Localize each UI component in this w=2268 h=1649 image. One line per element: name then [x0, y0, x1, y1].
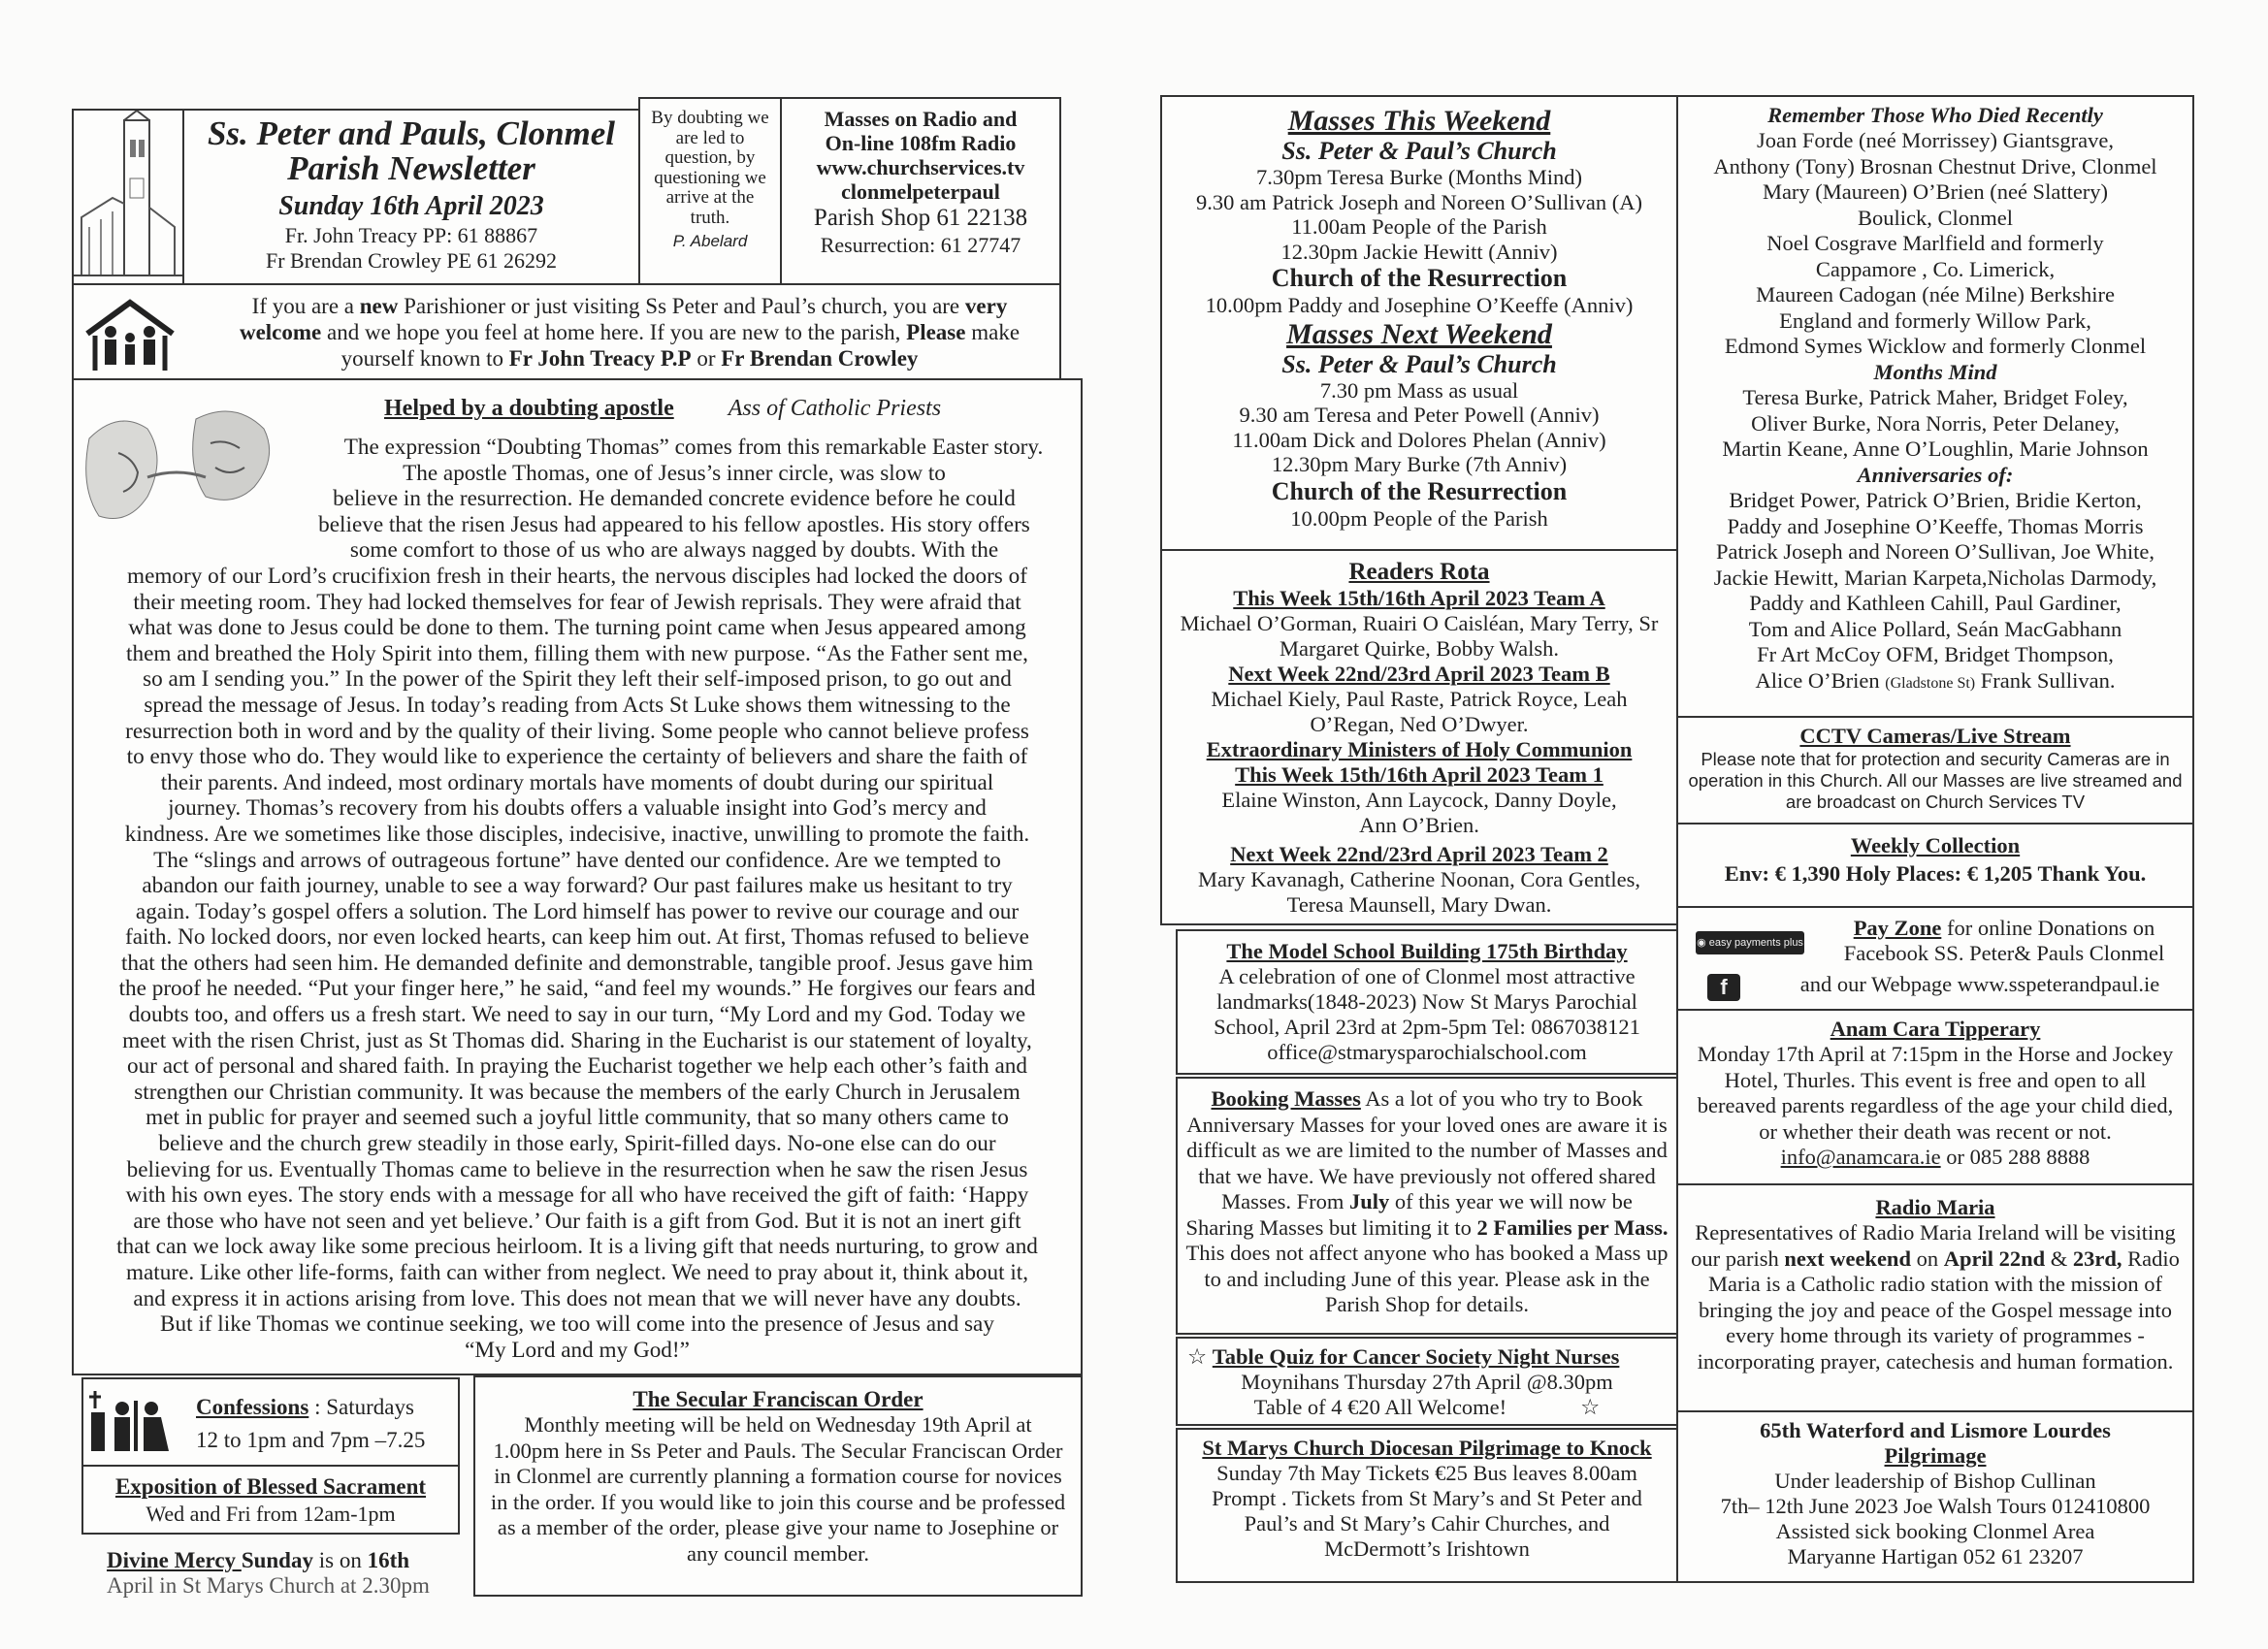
cctv-title: CCTV Cameras/Live Stream	[1799, 724, 2071, 748]
anniversary-item: Tom and Alice Pollard, Seán MacGabhann	[1748, 616, 2122, 641]
masses-weekend-church1: Ss. Peter & Paul’s Church	[1281, 137, 1557, 165]
facebook-icon[interactable]: f	[1707, 974, 1740, 1001]
cctv-body: Please note that for protection and security Cameras are in operation in this Church. All our Masses are live streamed and are broadcast on Church Services TV	[1688, 749, 2183, 812]
mass-item: 11.00am Dick and Dolores Phelan (Anniv)	[1232, 427, 1606, 452]
months-mind-item: Oliver Burke, Nora Norris, Peter Delaney,	[1751, 410, 2120, 436]
article-line: The “slings and arrows of outrageous fortune” have dented our confidence. Are we tempted to	[153, 847, 1001, 873]
article-line: meet with the risen Christ, just as St Thomas did. Sharing in the Eucharist is our statement of loyalty,	[122, 1027, 1032, 1053]
collection-title: Weekly Collection	[1850, 833, 2021, 857]
franciscan-body: Monthly meeting will be held on Wednesday 19th April at 1.00pm here in Ss Peter and Pauls. The Secular Franciscan Order in Clonmel are currently planning a formation course for novices in the order. If you would like to join this course and be professed as a member of the order, please give your name to Josephine or any council member.	[490, 1412, 1066, 1566]
confessions-times: 12 to 1pm and 7pm –7.25	[196, 1428, 426, 1452]
parish-shop-phone: Parish Shop 61 22138	[813, 205, 1028, 231]
lourdes-title-1: 65th Waterford and Lismore Lourdes	[1760, 1418, 2111, 1442]
article-line: to envy those who do. They would like to experience the certainty of believers and share the faith of	[126, 744, 1028, 770]
masses-next-church2: Church of the Resurrection	[1271, 476, 1568, 505]
months-mind-item: Martin Keane, Anne O’Loughlin, Marie Johnson	[1722, 436, 2149, 461]
lourdes-line: Assisted sick booking Clonmel Area	[1775, 1519, 2095, 1543]
readers-title: Readers Rota	[1348, 559, 1490, 585]
church-services-link[interactable]: www.churchservices.tv	[816, 155, 1025, 179]
quiz-box	[1176, 1337, 1678, 1426]
article-box	[72, 378, 1083, 1375]
exposition-times: Wed and Fri from 12am-1pm	[146, 1502, 396, 1526]
remember-item: Noel Cosgrave Marlfield and formerly	[1766, 231, 2104, 255]
lourdes-line: Maryanne Hartigan 052 61 23207	[1787, 1544, 2084, 1568]
article-line: abandon our faith journey, unable to see a way forward? Our past failures make us hesitant to try	[142, 873, 1013, 899]
mass-item: 9.30 am Teresa and Peter Powell (Anniv)	[1239, 403, 1600, 427]
mass-item: 9.30 am Patrick Joseph and Noreen O’Sullivan (A)	[1196, 189, 1642, 214]
welcome-box	[72, 283, 1061, 380]
priest-2: Fr Brendan Crowley PE 61 26292	[265, 248, 558, 273]
remember-item: Mary (Maureen) O’Brien (neé Slattery)	[1762, 179, 2109, 204]
em-week2-names: Mary Kavanagh, Catherine Noonan, Cora Gentles, Teresa Maunsell, Mary Dwan.	[1197, 867, 1641, 917]
article-line: kindness. Are we sometimes like those disciples, indecisive, inactive, unwilling to promote the faith.	[124, 821, 1030, 847]
radio-maria-box	[1676, 1183, 2194, 1412]
collection-box	[1676, 823, 2194, 908]
remember-item: Anthony (Tony) Brosnan Chestnut Drive, Clonmel	[1713, 153, 2157, 178]
model-school-title: The Model School Building 175th Birthday	[1226, 939, 1628, 963]
article-line: The apostle Thomas, one of Jesus’s inner circle, was slow to	[403, 460, 946, 486]
article-line: The expression “Doubting Thomas” comes from this remarkable Easter story.	[343, 435, 1044, 460]
article-line: the proof he needed. “Put your finger here,” he said, “and feel my wounds.” He forgives our fears and	[118, 976, 1036, 1002]
divine-mercy-line2: April in St Marys Church at 2.30pm	[107, 1573, 430, 1598]
anam-cara-body: Monday 17th April at 7:15pm in the Horse and Jockey Hotel, Thurles. This event is free and open to all bereaved parents regardless of the age your child died, or whether their death was recent or not. info@anamcara.ie or 085 288 8888	[1697, 1042, 2174, 1169]
remember-item: Joan Forde (neé Morrissey) Giantsgrave,	[1756, 128, 2115, 152]
cctv-box	[1676, 716, 2194, 824]
article-line: resurrection both in word and by the quality of their living. Some people who cannot believe profess	[125, 718, 1029, 744]
remember-item: Cappamore , Co. Limerick,	[1815, 256, 2056, 281]
article-line: memory of our Lord’s crucifixion fresh in their hearts, the nervous disciples had locked the doors of	[127, 563, 1027, 589]
anniversary-item: Paddy and Josephine O’Keeffe, Thomas Morris	[1727, 513, 2144, 538]
remember-box	[1676, 95, 2194, 718]
article-line: met in public for prayer and seemed such a joyful little community, that so many others came to	[146, 1105, 1009, 1131]
lourdes-box	[1676, 1410, 2194, 1583]
lourdes-line: 7th– 12th June 2023 Joe Walsh Tours 012410800	[1720, 1494, 2151, 1518]
exposition-box	[81, 1465, 460, 1535]
star-icon: ☆	[1580, 1395, 1601, 1419]
church-icon	[74, 111, 182, 283]
article-line: strengthen our Christian community. It was because the members of the early Church in Jerusalem	[134, 1079, 1021, 1105]
anniversary-item: Bridget Power, Patrick O’Brien, Bridie Kerton,	[1729, 488, 2142, 512]
readers-week2-title: Next Week 22nd/23rd April 2023 Team B	[1228, 662, 1610, 686]
article-line: believe in the resurrection. He demanded concrete evidence before he could	[333, 486, 1016, 512]
lourdes-title-2: Pilgrimage	[1884, 1443, 1987, 1468]
readers-week1-title: This Week 15th/16th April 2023 Team A	[1233, 586, 1605, 610]
em-week1-names: Elaine Winston, Ann Laycock, Danny Doyle, Ann O’Brien.	[1221, 788, 1617, 837]
remember-title: Remember Those Who Died Recently	[1767, 103, 2103, 127]
article-line: But if like Thomas we continue seeking, we too will come into the presence of Jesus and say	[160, 1311, 994, 1338]
article-line: with his own eyes. The story ends with a message for all who have received the gift of faith: ‘Happy	[125, 1182, 1029, 1209]
knock-body: Sunday 7th May Tickets €25 Bus leaves 8.00am Prompt . Tickets from St Mary’s and St Peter and Paul’s and St Mary’s Cahir Churches, and McDermott’s Irishtown	[1212, 1461, 1642, 1561]
knock-box	[1176, 1428, 1678, 1583]
radio-maria-title: Radio Maria	[1875, 1195, 1995, 1219]
article-line: believing for us. Eventually Thomas came to believe in the resurrection when he saw the risen Jesus	[126, 1156, 1028, 1182]
em-week1-title: This Week 15th/16th April 2023 Team 1	[1235, 762, 1604, 787]
mass-item: 7.30pm Teresa Burke (Months Mind)	[1255, 165, 1583, 189]
easy-payments-badge[interactable]: ◉ easy payments plus	[1696, 931, 1804, 954]
payment-icon: ◉	[1697, 937, 1709, 949]
article-line: again. Today’s gospel offers a solution. The Lord himself has power to revive our courage and our	[135, 898, 1020, 924]
booking-text: Booking Masses As a lot of you who try to Book Anniversary Masses for your loved ones are aware it is difficult as we are limited to the number of Masses and that we have. We have previously not offered shared Masses. From July of this year we will now be Sharing Masses but limiting it to 2 Families per Mass. This does not affect anyone who has booked a Mass up to and including June of this year. Please ask in the Parish Shop for details.	[1185, 1086, 1669, 1316]
anam-cara-box	[1676, 1009, 2194, 1185]
divine-mercy-notice: Divine Mercy Sunday is on 16th April in St Marys Church at 2.30pm	[107, 1548, 456, 1599]
radio-maria-body: Representatives of Radio Maria Ireland will be visiting our parish next weekend on April 22nd & 23rd, Radio Maria is a Catholic radio station with the mission of bringing the joy and peace of the Gospel message into every home through its variety of programmes - incorporating prayer, catechesis and human formation.	[1691, 1220, 2180, 1374]
anniversary-item: Alice O’Brien (Gladstone St) Frank Sullivan.	[1755, 667, 2116, 693]
quiz-line1: Moynihans Thursday 27th April @8.30pm	[1241, 1370, 1613, 1394]
model-school-box	[1176, 929, 1678, 1075]
article-line: our act of personal and shared faith. In praying the Eucharist together we help each other’s faith and	[126, 1053, 1027, 1080]
payzone-desc: for online Donations on Facebook SS. Peter& Pauls Clonmel	[1843, 916, 2165, 965]
quiz-line2: Table of 4 €20 All Welcome!	[1253, 1395, 1507, 1419]
exposition-title: Exposition of Blessed Sacrament	[114, 1474, 427, 1499]
masses-box	[1160, 95, 1678, 551]
remember-item: Maureen Cadogan (née Milne) Berkshire	[1756, 282, 2115, 307]
article-line: mature. Like other life-forms, faith can wither from neglect. We need to pray about it, think about it,	[125, 1260, 1029, 1285]
booking-box	[1176, 1077, 1678, 1335]
masses-weekend-title: Masses This Weekend	[1287, 105, 1551, 137]
newsletter-title: Ss. Peter and Pauls, Clonmel	[207, 114, 616, 152]
collection-body: Env: € 1,390 Holy Places: € 1,205 Thank You.	[1724, 861, 2147, 886]
mass-item: 12.30pm Mary Burke (7th Anniv)	[1271, 452, 1568, 476]
star-icon: ☆	[1187, 1344, 1208, 1369]
mass-item: 11.00am People of the Parish	[1291, 214, 1547, 239]
months-mind-item: Teresa Burke, Patrick Maher, Bridget Foley,	[1742, 385, 2128, 409]
mass-item: 10.00pm Paddy and Josephine O’Keeffe (Anniv)	[1205, 293, 1634, 317]
mass-item: 10.00pm People of the Parish	[1290, 505, 1548, 531]
masses-next-title: Masses Next Weekend	[1286, 317, 1552, 350]
newsletter-date: Sunday 16th April 2023	[278, 191, 544, 221]
lourdes-line: Under leadership of Bishop Cullinan	[1774, 1469, 2096, 1493]
mass-item: 7.30 pm Mass as usual	[1319, 377, 1519, 403]
article-line: believe and the church grew steadily in those early, Spirit-filled days. No-one else can do our	[158, 1131, 996, 1157]
readers-box	[1160, 549, 1678, 925]
article-line: and express it in actions arising from love. This does not mean that we will never have any doubts.	[133, 1285, 1021, 1311]
article-line: “My Lord and my God!”	[465, 1337, 690, 1363]
header-title-box	[182, 109, 640, 285]
anam-cara-title: Anam Cara Tipperary	[1830, 1017, 2041, 1041]
anniversary-item: Jackie Hewitt, Marian Karpeta,Nicholas Darmody,	[1713, 565, 2157, 590]
article-line: are those who have not seen and yet believe.’ Our faith is a gift from God. But it is not an inert gift	[133, 1208, 1021, 1234]
radio-line-2: On-line 108fm Radio	[825, 131, 1017, 155]
family-house-icon	[81, 297, 178, 374]
radio-line-1: Masses on Radio and	[824, 107, 1018, 131]
anam-cara-email[interactable]: info@anamcara.ie	[1780, 1145, 1941, 1169]
franciscan-box	[473, 1375, 1083, 1597]
anniversaries-title: Anniversaries of:	[1857, 462, 2014, 487]
booking-title: Booking Masses	[1211, 1086, 1361, 1111]
remember-item: England and formerly Willow Park,	[1779, 307, 2091, 333]
article-source: Ass of Catholic Priests	[728, 396, 942, 421]
months-mind-title: Months Mind	[1873, 359, 1997, 384]
remember-item: Boulick, Clonmel	[1858, 205, 2013, 230]
confessions-label: Confessions	[196, 1395, 309, 1419]
masses-next-church1: Ss. Peter & Paul’s Church	[1281, 349, 1557, 378]
quiz-title: Table Quiz for Cancer Society Night Nurses	[1212, 1344, 1620, 1369]
newsletter-subtitle: Parish Newsletter	[287, 149, 535, 187]
readers-week2-names: Michael Kiely, Paul Raste, Patrick Royce, Leah O’Regan, Ned O’Dwyer.	[1211, 687, 1628, 736]
mass-item: 12.30pm Jackie Hewitt (Anniv)	[1280, 239, 1558, 264]
article-line: doubts too, and offers us a fresh start. We need to say in our turn, “My Lord and my God. Today we	[128, 1002, 1026, 1028]
article-line: what was done to Jesus could be done to them. The turning point came when Jesus appeared among	[128, 615, 1026, 641]
article-line: faith. No locked doors, nor even locked hearts, can keep him out. At first, Thomas refused to believe	[125, 924, 1029, 951]
article-line: that can we lock away like some precious heirloom. It is a living gift that needs nurturing, to grow and	[116, 1234, 1038, 1260]
article-line: so am I sending you.” In the power of the Spirit they left their self-imposed prison, to go out and	[143, 666, 1012, 693]
article-body	[80, 435, 1075, 1363]
article-line: them and breathed the Holy Spirit into them, filling them with new purpose. “As the Father sent me,	[126, 640, 1028, 666]
payzone-title[interactable]: Pay Zone	[1853, 916, 1942, 940]
article-line: journey. Thomas’s recovery from his doubts offers a valuable insight into God’s mercy and	[168, 795, 987, 822]
confession-icon	[89, 1391, 173, 1453]
anniversary-item: Fr Art McCoy OFM, Bridget Thompson,	[1757, 642, 2114, 666]
readers-week1-names: Michael O’Gorman, Ruairi O Caisléan, Mary Terry, Sr Margaret Quirke, Bobby Walsh.	[1180, 611, 1659, 661]
header-quote-box	[638, 97, 782, 285]
quote-author: P. Abelard	[672, 232, 748, 250]
masses-weekend-church2: Church of the Resurrection	[1271, 264, 1568, 292]
article-line: believe that the risen Jesus had appeared to his fellow apostles. His story offers	[318, 511, 1030, 537]
em-week2-title: Next Week 22nd/23rd April 2023 Team 2	[1230, 842, 1608, 866]
payzone-web[interactable]: and our Webpage www.sspeterandpaul.ie	[1799, 972, 2160, 996]
franciscan-title: The Secular Franciscan Order	[632, 1387, 923, 1411]
abelard-quote: By doubting we are led to question, by questioning we arrive at the truth.	[651, 108, 769, 228]
header-radio-box	[780, 97, 1061, 285]
radio-line-4: clonmelpeterpaul	[841, 179, 1000, 204]
article-line: their meeting room. They had locked themselves for fear of Jewish reprisals. They were afraid that	[133, 589, 1021, 615]
confessions-day: : Saturdays	[308, 1395, 414, 1419]
article-title: Helped by a doubting apostle	[384, 396, 674, 421]
welcome-text: If you are a new Parishioner or just visiting Ss Peter and Paul’s church, you are very welcome and we hope you feel at home here. If you are new to the parish, Please make yourself known to Fr John Treacy P.P or Fr Brendan Crowley	[239, 294, 1021, 371]
resurrection-phone: Resurrection: 61 27747	[820, 233, 1021, 257]
article-line: that the others had seen him. He demanded definite and demonstrable, tangible proof. Jesus gave him	[120, 950, 1034, 976]
em-title: Extraordinary Ministers of Holy Communion	[1206, 737, 1633, 761]
payzone-box	[1676, 906, 2194, 1011]
header-church-image-box	[72, 109, 184, 285]
priest-1: Fr. John Treacy PP: 61 88867	[284, 223, 538, 247]
anniversary-item: Patrick Joseph and Noreen O’Sullivan, Joe White,	[1716, 539, 2155, 564]
knock-title: St Marys Church Diocesan Pilgrimage to Knock	[1202, 1436, 1652, 1460]
confessions-box	[81, 1377, 460, 1467]
anniversary-item: Paddy and Kathleen Cahill, Paul Gardiner,	[1749, 591, 2122, 615]
article-line: their parents. And indeed, most ordinary mortals have moments of doubt during our spiritual	[160, 769, 994, 795]
model-school-body: A celebration of one of Clonmel most attractive landmarks(1848-2023) Now St Marys Parochial School, April 23rd at 2pm-5pm Tel: 0867038121 office@stmarysparochialschool.com	[1214, 964, 1640, 1064]
article-line: spread the message of Jesus. In today’s reading from Acts St Luke shows them witnessing to the	[144, 692, 1011, 718]
article-line: some comfort to those of us who are always nagged by doubts. With the	[349, 537, 999, 564]
remember-item: Edmond Symes Wicklow and formerly Clonmel	[1724, 334, 2147, 358]
